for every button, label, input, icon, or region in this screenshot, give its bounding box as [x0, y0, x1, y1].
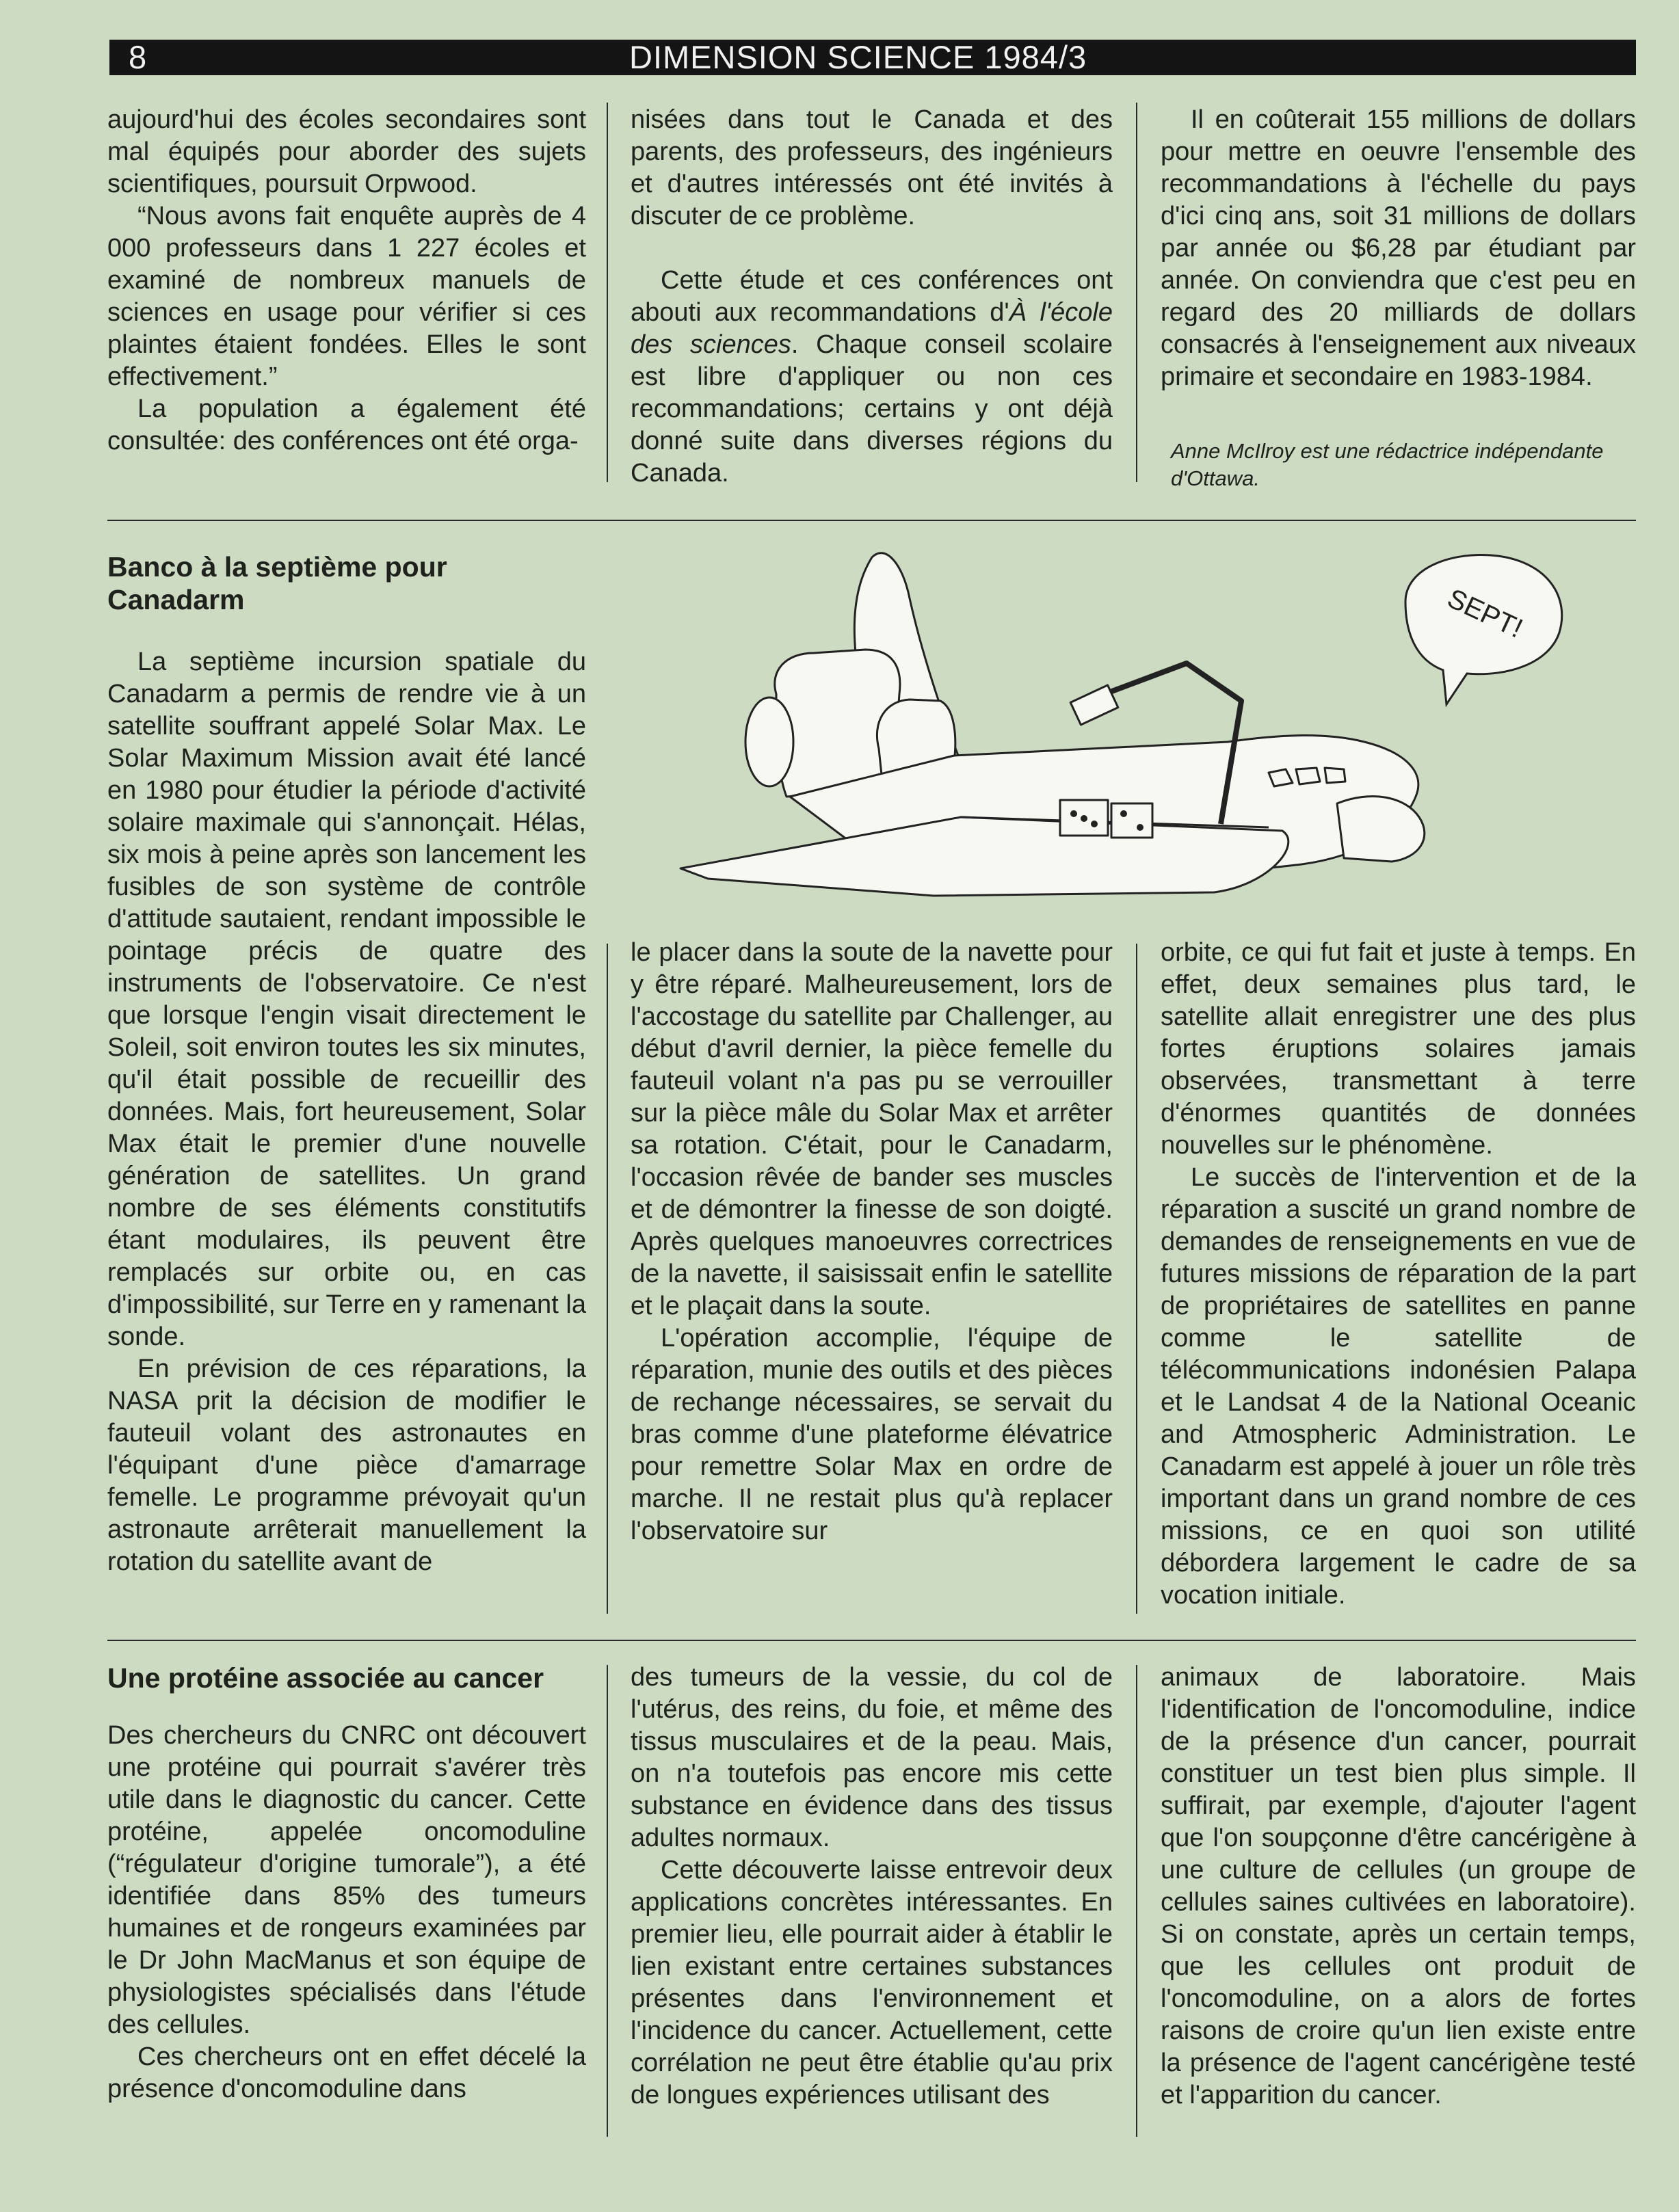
article2-column-3	[1161, 937, 1636, 1612]
paragraph: aujourd'hui des écoles secondaires sont mal équipés pour aborder des sujets scientifiques, poursuit Orpwood.	[107, 105, 586, 198]
paragraph: orbite, ce qui fut fait et juste à temps. En effet, deux semaines plus tard, le satellite allait enregistrer une des plus fortes éruptions solaires jamais observées, transmettant à terre d'énormes quantités de données nouvelles sur le phénomène.	[1161, 938, 1636, 1160]
paragraph: La population a également été consultée: des conférences ont été orga-	[107, 395, 586, 455]
paragraph: La septième incursion spatiale du Canadarm a permis de rendre vie à un satellite souffrant appelé Solar Max. Le Solar Maximum Mission avait été lancé en 1980 pour étudier la période d'activité solaire maximale qui s'annonçait. Hélas, six mois à peine après son lancement les fusibles de son système de contrôle d'attitude sautaient, rendant impossible le pointage précis de quatre des instruments de l'observatoire. Ce n'est que lorsque l'engin visait directement le Soleil, soit environ toutes les six minutes, qu'il était possible de recueillir des données. Mais, fort heureusement, Solar Max était le premier d'une nouvelle génération de satellites. Un grand nombre de ses éléments constitutifs étant modulaires, ils peuvent être remplacés sur orbite ou, en cas d'impossibilité, sur Terre en y ramenant la sonde.	[107, 648, 586, 1351]
paragraph: Des chercheurs du CNRC ont découvert une protéine qui pourrait s'avérer très utile dans le diagnostic du cancer. Cette protéine, appelée oncomoduline (“régulateur d'origine tumorale”), a été identifiée dans 85% des tumeurs humaines et de rongeurs examinées par le Dr John MacManus et son équipe de physiologistes spécialisés dans l'étude des cellules.	[107, 1721, 586, 2039]
column-divider	[1136, 1665, 1137, 2137]
paragraph: Cette étude et ces conférences ont abouti aux recommandations d'À l'école des sciences. Chaque conseil scolaire est libre d'appliquer ou non ces recommandations; certains y ont déjà donné suite dans diverses régions du Canada.	[631, 266, 1113, 488]
page-header	[109, 40, 1636, 75]
author-byline: Anne McIlroy est une rédactrice indépendante d'Ottawa.	[1171, 439, 1604, 490]
article1-column-1	[107, 104, 586, 457]
paragraph: En prévision de ces réparations, la NASA prit la décision de modifier le fauteuil volant des astronautes en l'équipant d'une pièce d'amarrage femelle. Le programme prévoyait qu'un astronaute arrêterait manuellement la rotation du satellite avant de	[107, 1355, 586, 1576]
paragraph: “Nous avons fait enquête auprès de 4 000 professeurs dans 1 227 écoles et examiné de nombreux manuels de sciences en usage pour vérifier si ces plaintes étaient fondées. Elles le sont effectivement.”	[107, 202, 586, 391]
speech-bubble	[1405, 555, 1562, 704]
cockpit-window	[1296, 768, 1320, 784]
paragraph: animaux de laboratoire. Mais l'identification de l'oncomoduline, indice de la présence d'un cancer, pourrait constituer un test bien plus simple. Il suffirait, par exemple, d'ajouter l'agent que l'on soupçonne d'être cancérigène à une culture de cellules (un groupe de cellules saines cultivées en laboratoire). Si on constate, après un certain temps, que les cellules ont produit de l'oncomoduline, on a alors de fortes raisons de croire qu'un lien existe entre la présence de l'agent cancérigène testé et l'apparition du cancer.	[1161, 1663, 1636, 2109]
page-number: 8	[129, 39, 147, 75]
article3-column-1	[107, 1720, 586, 2105]
publication-title: DIMENSION SCIENCE 1984/3	[629, 39, 1087, 75]
article2-column-2	[631, 937, 1113, 1547]
article1-column-3	[1161, 104, 1636, 393]
shuttle-cartoon-illustration	[667, 537, 1583, 916]
article3-column-3	[1161, 1662, 1636, 2111]
paragraph: Ces chercheurs ont en effet décelé la présence d'oncomoduline dans	[107, 2042, 586, 2103]
cockpit-window	[1325, 768, 1345, 783]
article2-column-1	[107, 646, 586, 1578]
article3-headline: Une protéine associée au cancer	[107, 1662, 544, 1694]
book-title: À l'école des sciences	[631, 298, 1113, 359]
column-divider	[1136, 944, 1137, 1614]
article2-headline: Banco à la septième pour Canadarm	[107, 551, 447, 615]
speech-bubble-text: SEPT!	[1442, 583, 1527, 644]
shuttle-wing	[680, 817, 1288, 896]
article1-column-2	[631, 104, 1113, 490]
paragraph: Cette découverte laisse entrevoir deux applications concrètes intéressantes. En premier lieu, elle pourrait aider à établir le lien existant entre certaines substances présentes dans l'environnement et l'incidence du cancer. Actuellement, cette corrélation ne peut être établie qu'au prix de longues expériences utilisant des	[631, 1856, 1113, 2109]
paragraph: L'opération accomplie, l'équipe de réparation, munie des outils et des pièces de rechange nécessaires, se servait du bras comme d'une plateforme élévatrice pour remettre Solar Max en ordre de marche. Il ne restait plus qu'à replacer l'observatoire sur	[631, 1324, 1113, 1545]
section-divider	[107, 520, 1636, 521]
shuttle-nozzle	[745, 697, 793, 786]
column-divider	[607, 1665, 608, 2137]
column-divider	[607, 103, 608, 482]
die-icon	[1111, 803, 1152, 838]
column-divider	[607, 944, 608, 1614]
paragraph: Le succès de l'intervention et de la réparation a suscité un grand nombre de demandes de renseignements en vue de futures missions de réparation de la part de propriétaires de satellites en panne comme le satellite de télécommunications indonésien Palapa et le Landsat 4 de la National Oceanic and Atmospheric Administration. Le Canadarm est appelé à jouer un rôle très important dans un grand nombre de ces missions, ce en quoi son utilité débordera largement le cadre de sa vocation initiale.	[1161, 1163, 1636, 1610]
paragraph: nisées dans tout le Canada et des parents, des professeurs, des ingénieurs et d'autres intéressés ont été invités à discuter de ce problème.	[631, 105, 1113, 230]
paragraph: des tumeurs de la vessie, du col de l'utérus, des reins, du foie, et même des tissus musculaires et de la peau. Mais, on n'a toutefois pas encore mis cette substance en évidence dans des tissus adultes normaux.	[631, 1663, 1113, 1852]
article3-column-2	[631, 1662, 1113, 2111]
paragraph: Il en coûterait 155 millions de dollars pour mettre en oeuvre l'ensemble des recommandations à l'échelle du pays d'ici cinq ans, soit 31 millions de dollars par année ou $6,28 par étudiant par année. On conviendra que c'est peu en regard des 20 milliards de dollars consacrés à l'enseignement aux niveaux primaire et secondaire en 1983-1984.	[1161, 105, 1636, 391]
column-divider	[1136, 103, 1137, 482]
paragraph: le placer dans la soute de la navette pour y être réparé. Malheureusement, lors de l'accostage du satellite par Challenger, au début d'avril dernier, la pièce femelle du fauteuil volant n'a pas pu se verrouiller sur la pièce mâle du Solar Max et arrêter sa rotation. C'était, pour le Canadarm, l'occasion rêvée de bander ses muscles et de démontrer la finesse de son doigté. Après quelques manoeuvres correctrices de la navette, il saisissait enfin le satellite et le plaçait dans la soute.	[631, 938, 1113, 1320]
section-divider	[107, 1640, 1636, 1641]
canadarm-end-effector	[1070, 685, 1118, 725]
